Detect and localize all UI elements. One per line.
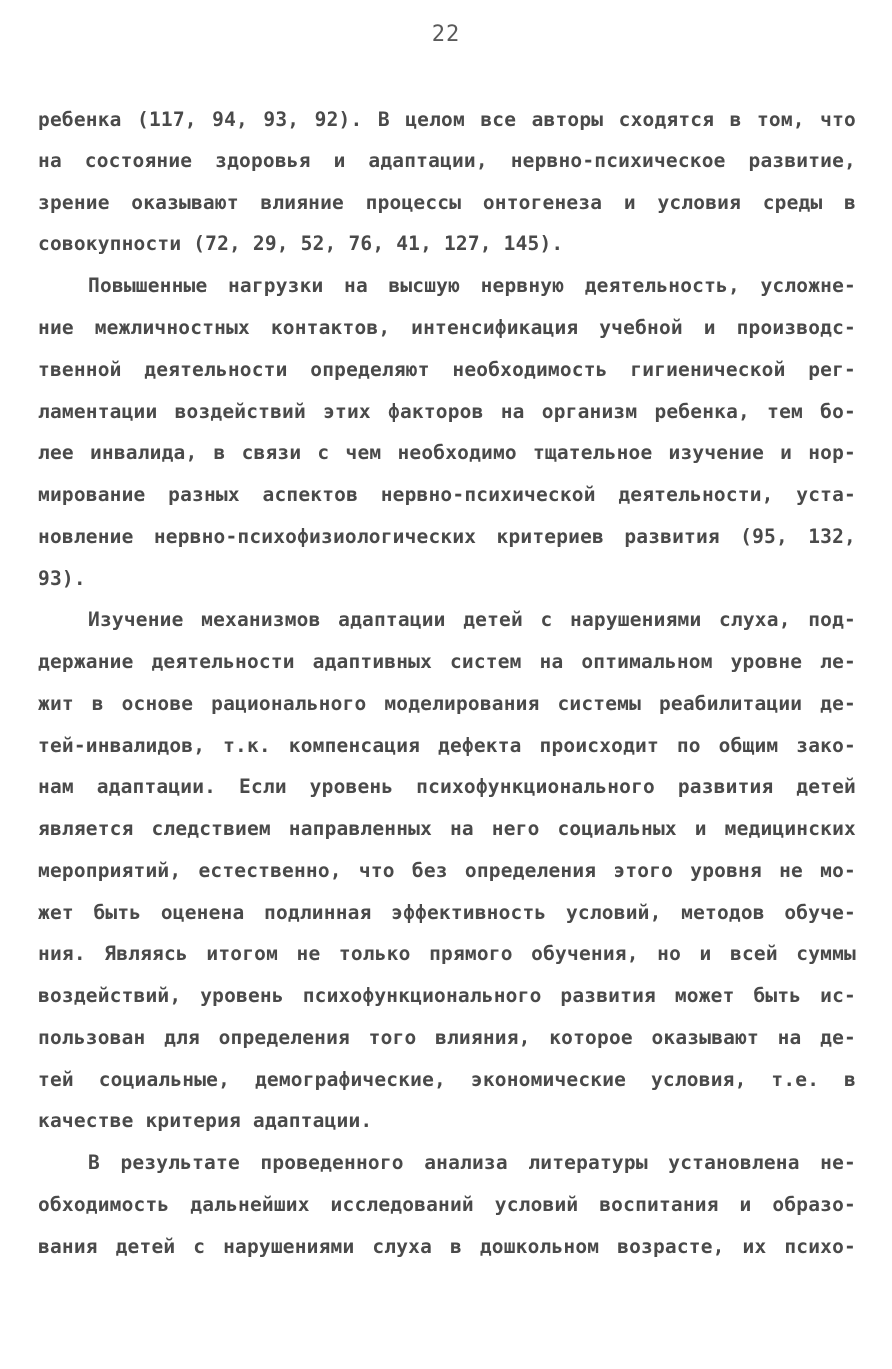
text-line: качестве критерия адаптации. [38,1109,373,1132]
text-line: на состояние здоровья и адаптации, нервно-психическое развитие, [38,149,856,172]
text-line: ребенка (117, 94, 93, 92). В целом все авторы сходятся в том, что [38,108,856,131]
text-line: тей социальные, демографические, экономические условия, т.е. в [38,1068,856,1091]
text-line: вания детей с нарушениями слуха в дошкольном возрасте, их психо- [38,1235,856,1258]
text-line: В результате проведенного анализа литературы установлена не- [88,1151,856,1174]
text-line: держание деятельности адаптивных систем на оптимальном уровне ле- [38,650,856,673]
text-line: мероприятий, естественно, что без определения этого уровня не мо- [38,859,856,882]
text-line: жет быть оценена подлинная эффективность условий, методов обуче- [38,901,856,924]
text-line: является следствием направленных на него социальных и медицинских [38,817,856,840]
text-line: мирование разных аспектов нервно-психической деятельности, уста- [38,483,856,506]
text-line: пользован для определения того влияния, которое оказывают на де- [38,1026,856,1049]
text-line: новление нервно-психофизиологических критериев развития (95, 132, [38,525,856,548]
text-line: Изучение механизмов адаптации детей с нарушениями слуха, под- [88,608,856,631]
text-line: воздействий, уровень психофункционального развития может быть ис- [38,984,856,1007]
text-line: жит в основе рационального моделирования системы реабилитации де- [38,692,856,715]
text-line: совокупности (72, 29, 52, 76, 41, 127, 145). [38,232,564,255]
text-line: ние межличностных контактов, интенсификация учебной и производс- [38,316,856,339]
text-line: зрение оказывают влияние процессы онтогенеза и условия среды в [38,191,856,214]
text-line: Повышенные нагрузки на высшую нервную деятельность, усложне- [88,274,856,297]
text-line: твенной деятельности определяют необходимость гигиенической рег- [38,358,856,381]
text-line: лее инвалида, в связи с чем необходимо тщательное изучение и нор- [38,441,856,464]
text-line: 93). [38,567,86,590]
text-line: ния. Являясь итогом не только прямого обучения, но и всей суммы [38,942,856,965]
text-line: обходимость дальнейших исследований условий воспитания и образо- [38,1193,856,1216]
text-line: тей-инвалидов, т.к. компенсация дефекта происходит по общим зако- [38,734,856,757]
text-line: ламентации воздействий этих факторов на организм ребенка, тем бо- [38,400,856,423]
text-line: нам адаптации. Если уровень психофункционального развития детей [38,775,856,798]
page-number: 22 [431,22,461,47]
